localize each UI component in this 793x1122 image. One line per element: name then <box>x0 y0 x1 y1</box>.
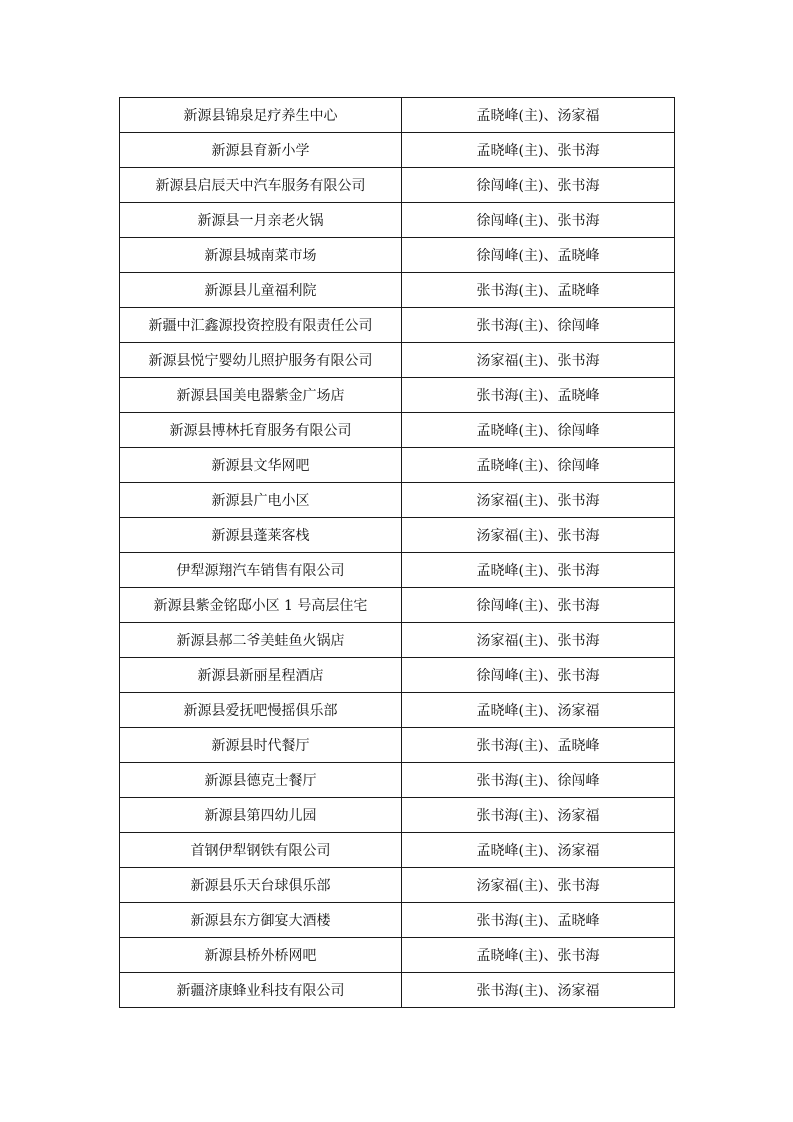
staff-cell: 孟晓峰(主)、汤家福 <box>402 98 675 133</box>
table-row <box>120 203 675 238</box>
table-row <box>120 728 675 763</box>
table-row <box>120 518 675 553</box>
staff-cell: 张书海(主)、孟晓峰 <box>402 903 675 938</box>
table-row <box>120 833 675 868</box>
organization-cell: 新源县锦泉足疗养生中心 <box>120 98 402 133</box>
staff-cell: 张书海(主)、徐闯峰 <box>402 763 675 798</box>
staff-cell: 汤家福(主)、张书海 <box>402 518 675 553</box>
table-row <box>120 693 675 728</box>
staff-cell: 汤家福(主)、张书海 <box>402 343 675 378</box>
staff-cell: 汤家福(主)、张书海 <box>402 868 675 903</box>
table-row <box>120 763 675 798</box>
organization-cell: 新源县儿童福利院 <box>120 273 402 308</box>
table-row <box>120 168 675 203</box>
organization-cell: 新源县广电小区 <box>120 483 402 518</box>
organization-cell: 新源县第四幼儿园 <box>120 798 402 833</box>
table-row <box>120 308 675 343</box>
organization-cell: 新源县时代餐厅 <box>120 728 402 763</box>
table-row <box>120 483 675 518</box>
staff-cell: 张书海(主)、徐闯峰 <box>402 308 675 343</box>
organization-cell: 新源县文华网吧 <box>120 448 402 483</box>
staff-cell: 徐闯峰(主)、张书海 <box>402 588 675 623</box>
staff-cell: 张书海(主)、孟晓峰 <box>402 378 675 413</box>
organization-cell: 新源县一月亲老火锅 <box>120 203 402 238</box>
organization-cell: 首钢伊犁钢铁有限公司 <box>120 833 402 868</box>
table-row <box>120 448 675 483</box>
table-row <box>120 238 675 273</box>
staff-cell: 徐闯峰(主)、孟晓峰 <box>402 238 675 273</box>
staff-cell: 徐闯峰(主)、张书海 <box>402 658 675 693</box>
staff-cell: 孟晓峰(主)、徐闯峰 <box>402 413 675 448</box>
organization-cell: 新源县新丽星程酒店 <box>120 658 402 693</box>
table-row <box>120 413 675 448</box>
organization-cell: 新源县博林托育服务有限公司 <box>120 413 402 448</box>
organization-cell: 新源县启辰天中汽车服务有限公司 <box>120 168 402 203</box>
organization-cell: 新源县悦宁婴幼儿照护服务有限公司 <box>120 343 402 378</box>
table-row <box>120 133 675 168</box>
staff-cell: 孟晓峰(主)、徐闯峰 <box>402 448 675 483</box>
table-row <box>120 343 675 378</box>
assignment-table <box>119 97 675 1008</box>
staff-cell: 张书海(主)、汤家福 <box>402 973 675 1008</box>
staff-cell: 徐闯峰(主)、张书海 <box>402 168 675 203</box>
staff-cell: 张书海(主)、孟晓峰 <box>402 273 675 308</box>
staff-cell: 张书海(主)、汤家福 <box>402 798 675 833</box>
table-row <box>120 658 675 693</box>
assignment-table-body <box>120 98 675 1008</box>
organization-cell: 新源县国美电器紫金广场店 <box>120 378 402 413</box>
organization-cell: 新源县桥外桥网吧 <box>120 938 402 973</box>
staff-cell: 汤家福(主)、张书海 <box>402 623 675 658</box>
staff-cell: 徐闯峰(主)、张书海 <box>402 203 675 238</box>
organization-cell: 新源县郝二爷美蛙鱼火锅店 <box>120 623 402 658</box>
table-row <box>120 868 675 903</box>
staff-cell: 汤家福(主)、张书海 <box>402 483 675 518</box>
table-row <box>120 98 675 133</box>
staff-cell: 孟晓峰(主)、张书海 <box>402 553 675 588</box>
table-row <box>120 903 675 938</box>
table-row <box>120 588 675 623</box>
table-row <box>120 973 675 1008</box>
staff-cell: 孟晓峰(主)、张书海 <box>402 938 675 973</box>
table-row <box>120 378 675 413</box>
organization-cell: 新源县爱抚吧慢摇俱乐部 <box>120 693 402 728</box>
table-row <box>120 623 675 658</box>
staff-cell: 张书海(主)、孟晓峰 <box>402 728 675 763</box>
table-row <box>120 798 675 833</box>
organization-cell: 新疆中汇鑫源投资控股有限责任公司 <box>120 308 402 343</box>
table-row <box>120 273 675 308</box>
table-row <box>120 553 675 588</box>
organization-cell: 新源县德克士餐厅 <box>120 763 402 798</box>
organization-cell: 新源县城南菜市场 <box>120 238 402 273</box>
staff-cell: 孟晓峰(主)、汤家福 <box>402 693 675 728</box>
table-row <box>120 938 675 973</box>
organization-cell: 新源县育新小学 <box>120 133 402 168</box>
organization-cell: 新源县乐天台球俱乐部 <box>120 868 402 903</box>
organization-cell: 伊犁源翔汽车销售有限公司 <box>120 553 402 588</box>
organization-cell: 新源县紫金铭邸小区 1 号高层住宅 <box>120 588 402 623</box>
staff-cell: 孟晓峰(主)、张书海 <box>402 133 675 168</box>
organization-cell: 新疆济康蜂业科技有限公司 <box>120 973 402 1008</box>
organization-cell: 新源县东方御宴大酒楼 <box>120 903 402 938</box>
staff-cell: 孟晓峰(主)、汤家福 <box>402 833 675 868</box>
organization-cell: 新源县蓬莱客栈 <box>120 518 402 553</box>
